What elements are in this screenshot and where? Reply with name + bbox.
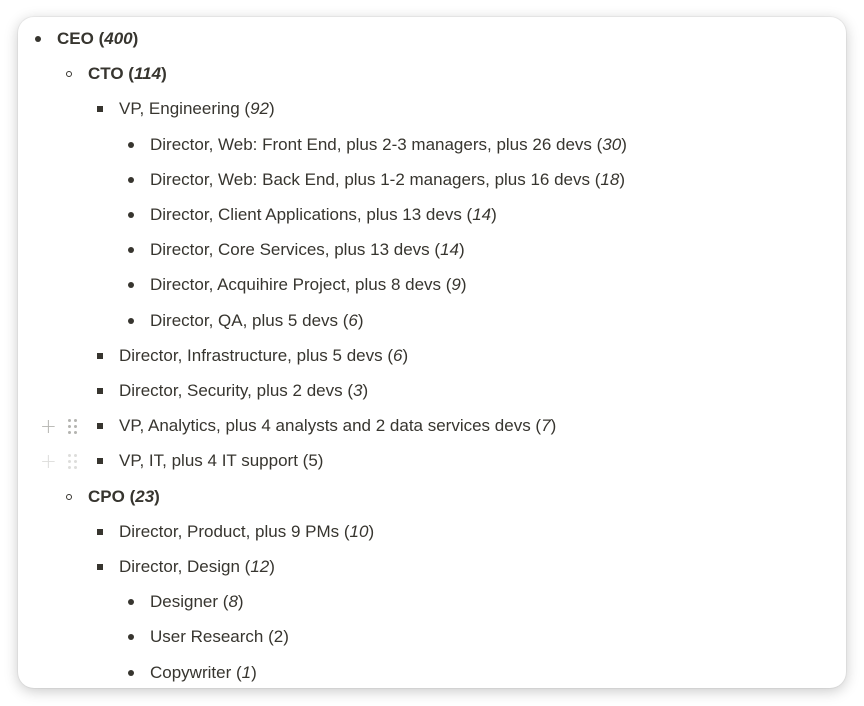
- outline-item-label: VP, Analytics, plus 4 analysts and 2 data services devs: [119, 416, 531, 436]
- headcount: 6: [348, 310, 358, 330]
- outline-item[interactable]: [18, 308, 846, 334]
- outline-item-text[interactable]: Copywriter (1): [150, 662, 257, 682]
- outline-item[interactable]: [18, 202, 846, 228]
- outline-item-label: Director, Product, plus 9 PMs: [119, 521, 340, 541]
- headcount: 6: [393, 345, 403, 365]
- headcount: 3: [353, 381, 363, 400]
- plus-icon[interactable]: +: [40, 449, 57, 474]
- outline-item-text[interactable]: Director, Client Applications, plus 13 devs (14): [150, 205, 497, 224]
- outline-item-text[interactable]: Director, Core Services, plus 13 devs (14): [150, 240, 465, 260]
- outline-item-text[interactable]: CTO (114): [88, 64, 167, 84]
- outline-item-label: Designer: [150, 592, 219, 612]
- outline-item-label: Director, Security, plus 2 devs: [119, 381, 343, 400]
- disc-bullet-icon: [128, 142, 134, 148]
- outline-item[interactable]: [18, 378, 846, 404]
- headcount: 18: [600, 169, 620, 189]
- outline-item[interactable]: [18, 96, 846, 122]
- disc-bullet-icon: [128, 247, 134, 253]
- outline-item-label: Director, Core Services, plus 13 devs: [150, 240, 430, 260]
- outline-item-text[interactable]: Director, Acquihire Project, plus 8 devs (9): [150, 275, 467, 295]
- outline-item[interactable]: [18, 272, 846, 298]
- headcount: 92: [250, 99, 269, 119]
- outline-item[interactable]: [18, 26, 846, 52]
- outline-item[interactable]: [18, 519, 846, 545]
- outline-item-label: Director, QA, plus 5 devs: [150, 310, 339, 330]
- outline-item-text[interactable]: Director, Product, plus 9 PMs (10): [119, 521, 375, 541]
- outline-item-text[interactable]: Designer (8): [150, 592, 244, 612]
- outline-item-label: VP, Engineering: [119, 99, 240, 119]
- disc-bullet-icon: [128, 670, 134, 676]
- outline-item[interactable]: [18, 448, 846, 474]
- outline-item-label: VP, IT, plus 4 IT support: [119, 451, 298, 471]
- plus-icon[interactable]: +: [40, 414, 57, 439]
- outline-item[interactable]: [18, 660, 846, 686]
- outline-item[interactable]: [18, 413, 846, 439]
- square-bullet-icon: [97, 423, 103, 429]
- outline-item-label: Director, Client Applications, plus 13 devs: [150, 205, 462, 224]
- outline-item[interactable]: [18, 343, 846, 369]
- outline-item-label: Director, Acquihire Project, plus 8 devs: [150, 275, 442, 295]
- headcount: 23: [135, 486, 155, 506]
- outline-item-text[interactable]: Director, Infrastructure, plus 5 devs (6): [119, 345, 409, 365]
- circle-bullet-icon: [66, 494, 72, 500]
- outline-item-label: Director, Design: [119, 557, 240, 576]
- outline-item-text[interactable]: User Research (2): [150, 627, 289, 647]
- square-bullet-icon: [97, 458, 103, 464]
- outline-item-text[interactable]: Director, Web: Back End, plus 1-2 managers, plus 16 devs (18): [150, 169, 626, 189]
- outline-item-text[interactable]: Director, Design (12): [119, 557, 275, 576]
- disc-bullet-icon: [128, 177, 134, 183]
- disc-bullet-icon: [128, 282, 134, 288]
- outline-item[interactable]: [18, 132, 846, 158]
- outline-item[interactable]: [18, 589, 846, 615]
- outline-item-text[interactable]: VP, Analytics, plus 4 analysts and 2 data services devs (7): [119, 416, 557, 436]
- outline-item-label: Director, Infrastructure, plus 5 devs: [119, 345, 383, 365]
- outline-item-text[interactable]: Director, Security, plus 2 devs (3): [119, 381, 369, 400]
- outline-item[interactable]: [18, 167, 846, 193]
- drag-handle-icon[interactable]: [68, 415, 77, 437]
- square-bullet-icon: [97, 353, 103, 359]
- outline-item-text[interactable]: Director, Web: Front End, plus 2-3 managers, plus 26 devs (30): [150, 134, 627, 154]
- outline-item-text[interactable]: VP, Engineering (92): [119, 99, 275, 119]
- disc-bullet-icon: [128, 212, 134, 218]
- headcount: 14: [472, 205, 492, 224]
- outline-item-label: CTO: [88, 64, 124, 84]
- outline-item[interactable]: [18, 484, 846, 510]
- square-bullet-icon: [97, 529, 103, 535]
- disc-bullet-icon: [128, 599, 134, 605]
- outline-item-label: User Research: [150, 627, 264, 647]
- headcount: 7: [541, 416, 551, 436]
- headcount: 114: [133, 64, 162, 84]
- outline-item-text[interactable]: CEO (400): [57, 29, 139, 48]
- circle-bullet-icon: [66, 71, 72, 77]
- headcount: 14: [440, 240, 459, 260]
- outline-item[interactable]: [18, 624, 846, 650]
- outline-item-text[interactable]: Director, QA, plus 5 devs (6): [150, 310, 364, 330]
- outline-item[interactable]: [18, 554, 846, 580]
- square-bullet-icon: [97, 564, 103, 570]
- outline-item[interactable]: [18, 61, 846, 87]
- outline-item[interactable]: [18, 237, 846, 263]
- headcount: 1: [241, 662, 252, 682]
- headcount: 10: [349, 521, 369, 541]
- outline-item-label: CEO: [57, 29, 94, 48]
- outline-item-label: CPO: [88, 486, 125, 506]
- drag-handle-icon[interactable]: [68, 450, 77, 472]
- headcount: 9: [451, 275, 461, 295]
- disc-bullet-icon: [35, 36, 41, 42]
- square-bullet-icon: [97, 388, 103, 394]
- disc-bullet-icon: [128, 634, 134, 640]
- square-bullet-icon: [97, 106, 103, 112]
- headcount: 2: [273, 627, 284, 647]
- outline-item-label: Director, Web: Front End, plus 2-3 managers, plus 26 devs: [150, 134, 592, 154]
- headcount: 5: [308, 451, 318, 471]
- outline-item-text[interactable]: CPO (23): [88, 486, 160, 506]
- headcount: 8: [228, 592, 238, 612]
- outline-page: [18, 17, 846, 688]
- outline-item-label: Copywriter: [150, 662, 232, 682]
- headcount: 12: [250, 557, 270, 576]
- outline-item-text[interactable]: VP, IT, plus 4 IT support (5): [119, 451, 324, 471]
- disc-bullet-icon: [128, 318, 134, 324]
- headcount: 400: [104, 29, 133, 48]
- headcount: 30: [602, 134, 622, 154]
- outline-item-label: Director, Web: Back End, plus 1-2 managers, plus 16 devs: [150, 169, 591, 189]
